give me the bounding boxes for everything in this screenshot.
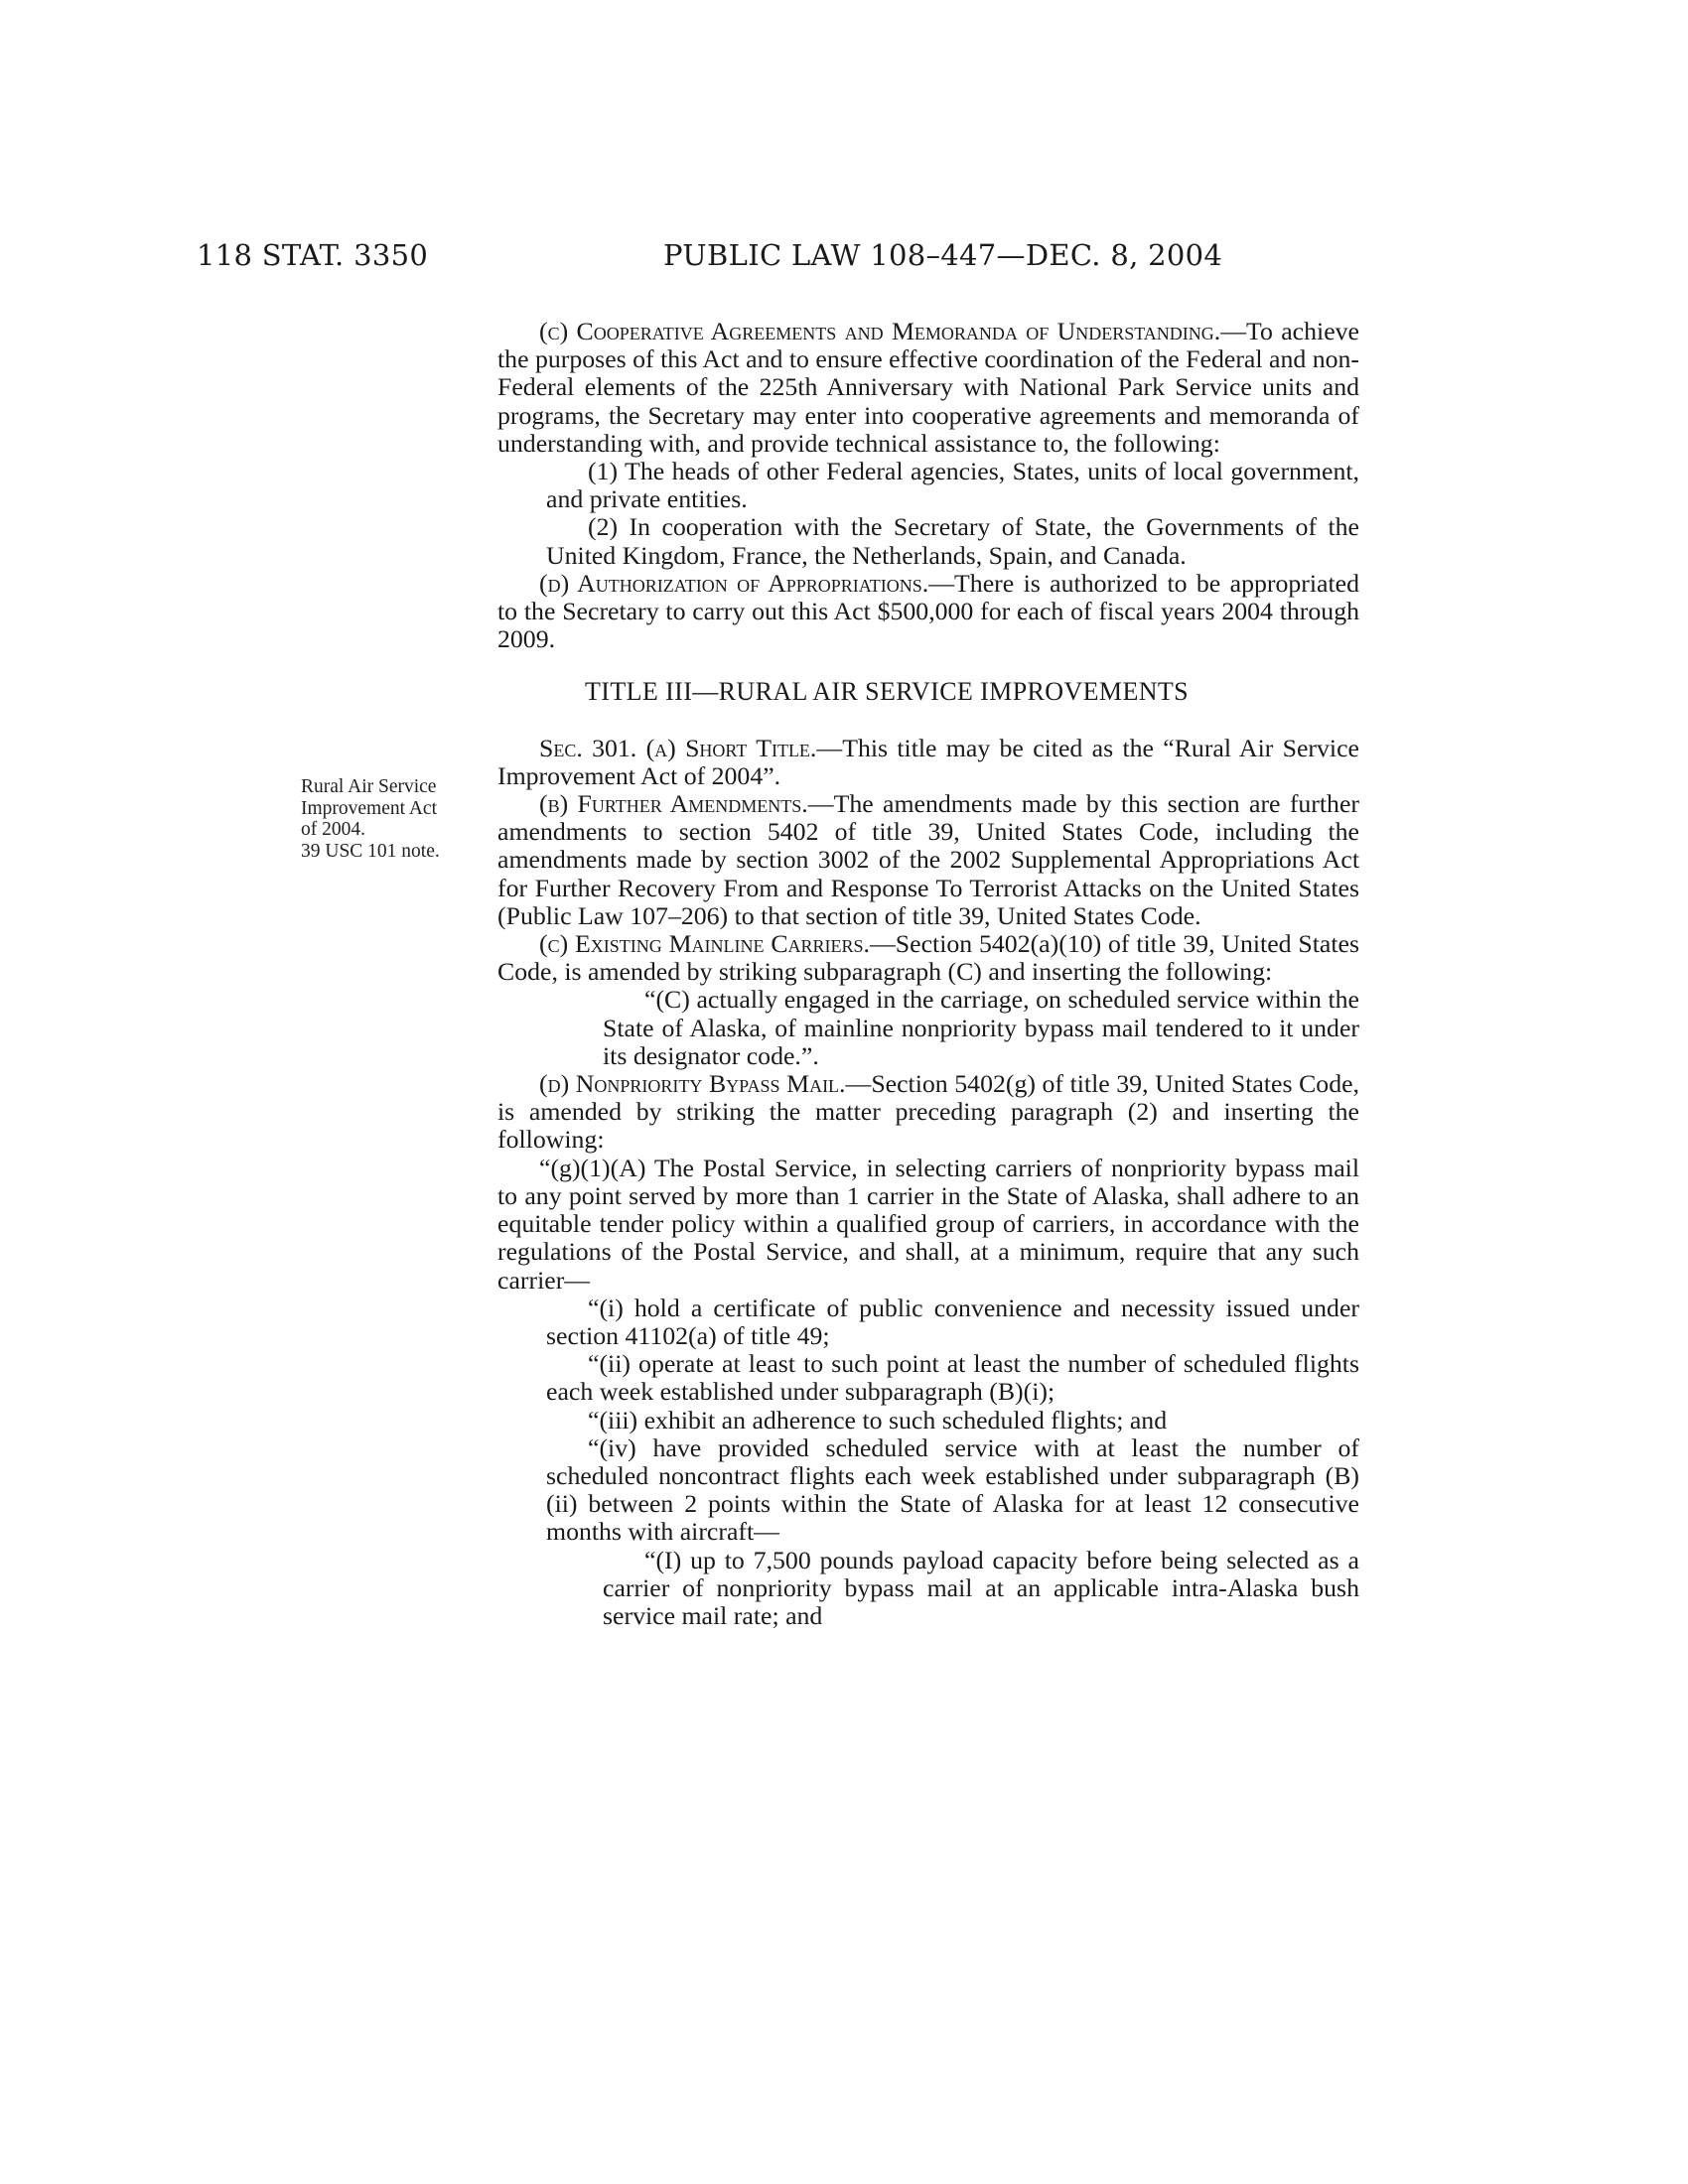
sec-301-a-heading: (a) Short Title.	[636, 733, 817, 762]
sec-301-b-text: —The amendments made by this section are further amendments to section 5402 of title 39, United States Code, including the amendments made by section 3002 of the 2002 Supplemental Appropriations Act for Further Recovery From and Response To Terrorist Attacks on the United States (Public Law 107–206) to that section of title 39, United States Code.	[497, 789, 1359, 930]
statute-reference: 118 STAT. 3350	[197, 238, 429, 272]
section-d-heading: (d) Authorization of Appropriations.	[539, 568, 929, 598]
sec-301-d-text: —Section 5402(g) of title 39, United States Code, is amended by striking the matter preceding paragraph (2) and inserting the following:	[497, 1069, 1359, 1155]
sec-301-c-paragraph	[497, 930, 1359, 986]
subclause-I: “(I) up to 7,500 pounds payload capacity before being selected as a carrier of nonpriority bypass mail at an applicable intra-Alaska bush service mail rate; and	[603, 1545, 1359, 1630]
clause-ii: “(ii) operate at least to such point at least the number of scheduled flights each week established under subparagraph (B)(i);	[546, 1349, 1359, 1407]
section-c-item-1: (1) The heads of other Federal agencies, States, units of local government, and private entities.	[546, 457, 1359, 514]
sec-301-a-text: —This title may be cited as the “Rural Air Service Improvement Act of 2004”.	[497, 733, 1359, 790]
sec-301-c-text: —Section 5402(a)(10) of title 39, United States Code, is amended by striking subparagraph (C) and inserting the following:	[497, 929, 1359, 987]
sec-301-d-paragraph	[497, 1070, 1359, 1155]
margin-note-line: of 2004.	[301, 819, 365, 840]
section-c-paragraph	[497, 318, 1359, 458]
page-header	[0, 238, 1688, 282]
title-iii-heading: TITLE III—RURAL AIR SERVICE IMPROVEMENTS	[585, 677, 1190, 707]
sec-301-c-quote: “(C) actually engaged in the carriage, on scheduled service within the State of Alaska, of mainline nonpriority bypass mail tendered to it under its designator code.”.	[603, 985, 1359, 1070]
margin-note-line: Rural Air Service	[301, 776, 437, 797]
margin-note	[301, 776, 490, 862]
clause-i: “(i) hold a certificate of public convenience and necessity issued under section 41102(a) of title 49;	[546, 1293, 1359, 1350]
sec-301-b-heading: (b) Further Amendments.	[539, 789, 808, 819]
sec-301-a-paragraph	[497, 735, 1359, 790]
section-c-heading: (c) Cooperative Agreements and Memoranda of Understanding.	[539, 317, 1221, 345]
section-d-paragraph	[497, 570, 1359, 654]
margin-note-line: 39 USC 101 note.	[301, 840, 440, 862]
law-title: PUBLIC LAW 108–447—DEC. 8, 2004	[663, 238, 1223, 272]
document-body	[497, 318, 1359, 1630]
margin-note-line: Improvement Act	[301, 797, 438, 819]
clause-iv: “(iv) have provided scheduled service with at least the number of scheduled noncontract flights each week established under subparagraph (B)(ii) between 2 points within the State of Alaska for at least 12 consecutive months with aircraft—	[546, 1433, 1359, 1547]
sec-301-b-paragraph	[497, 790, 1359, 930]
sec-301-d-heading: (d) Nonpriority Bypass Mail.	[539, 1069, 846, 1099]
sec-301-c-heading: (c) Existing Mainline Carriers.	[539, 929, 870, 959]
section-c-item-2: (2) In cooperation with the Secretary of State, the Governments of the United Kingdom, France, the Netherlands, Spain, and Canada.	[546, 512, 1359, 570]
clause-iii: “(iii) exhibit an adherence to such scheduled flights; and	[588, 1405, 1168, 1434]
sec-301-label: Sec. 301.	[539, 733, 637, 762]
subsection-g-1-a: “(g)(1)(A) The Postal Service, in selecting carriers of nonpriority bypass mail to any point served by more than 1 carrier in the State of Alaska, shall adhere to an equitable tender policy within a qualified group of carriers, in accordance with the regulations of the Postal Service, and shall, at a minimum, require that any such carrier—	[497, 1153, 1359, 1295]
section-c-text: —To achieve the purposes of this Act and to ensure effective coordination of the Federal and non-Federal elements of the 225th Anniversary with National Park Service units and programs, the Secretary may enter into cooperative agreements and memoranda of understanding with, and provide technical assistance to, the following:	[497, 317, 1359, 458]
section-d-text: —There is authorized to be appropriated to the Secretary to carry out this Act $500,000 for each of fiscal years 2004 through 2009.	[497, 568, 1359, 654]
